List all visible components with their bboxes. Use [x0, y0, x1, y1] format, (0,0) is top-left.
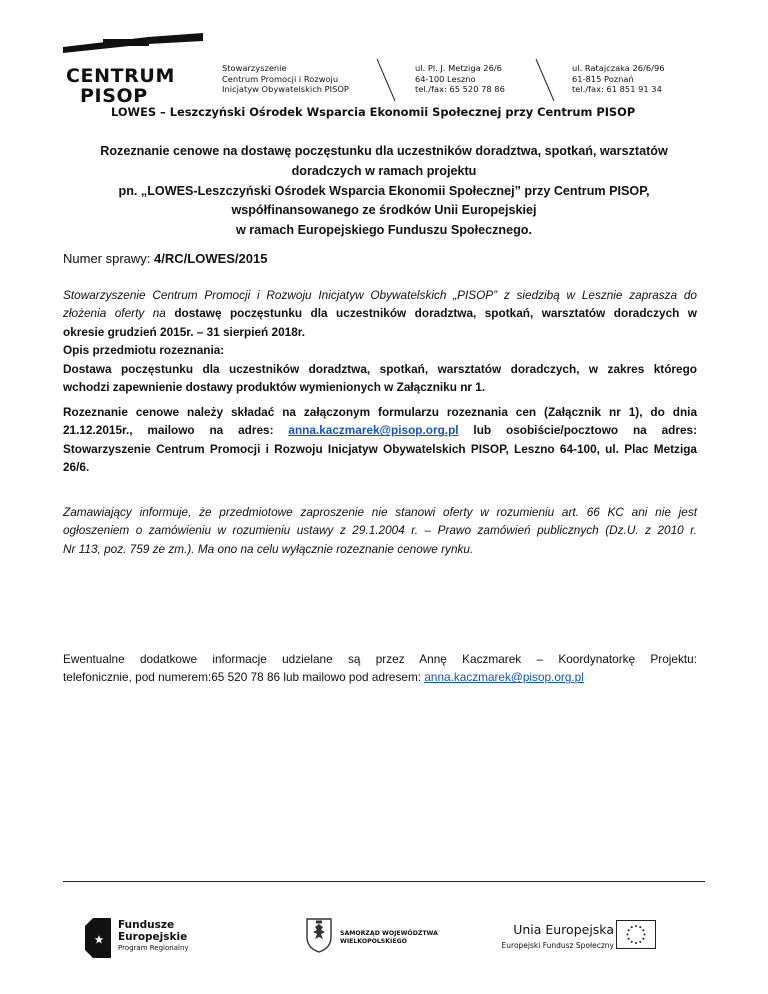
fundusze-europejskie-logo-text: Fundusze Europejskie Program Regionalny — [118, 919, 189, 952]
eu-star-icon — [631, 941, 633, 943]
eu-star-icon — [628, 938, 630, 940]
disclaimer-paragraph: Zamawiający informuje, że przedmiotowe zaproszenie nie stanowi oferty w rozumieniu art. 66 KC ani nie jest ogłoszeniem o zamówieniu w rozumieniu ustawy z 29.1.2004 r. – Prawo zamówień publicznych (Dz.U. z 2010 r. Nr 113, poz. 759 ze zm.). Ma ono na celu wyłącznie rozeznanie cenowe rynku. — [63, 505, 697, 556]
eu-flag-icon — [616, 920, 656, 949]
eu-star-icon — [635, 925, 637, 927]
email-link[interactable]: anna.kaczmarek@pisop.org.pl — [288, 423, 459, 438]
eu-star-icon — [631, 926, 633, 928]
case-number-label: Numer sprawy: — [63, 251, 155, 266]
ue-title: Unia Europejska — [513, 922, 614, 937]
eu-star-icon — [639, 941, 641, 943]
eu-star-icon — [644, 934, 646, 936]
eu-star-icon — [627, 934, 629, 936]
wielkopolska-coat-of-arms-icon — [305, 917, 333, 953]
document-title — [70, 142, 698, 241]
submission-paragraph: Rozeznanie cenowe należy składać na załączonym formularzu rozeznania cen (Załącznik nr 1), do dnia 21.12.2015r., mailowo na adres: anna.kaczmarek@pisop.org.pl lub osobiście/pocztowo na adres: Stowarzyszenie Centrum Promocji i Rozwoju Inicjatyw Obywatelskich PISOP, Leszno 64-100, ul. Plac Metziga 26/6. — [63, 405, 697, 475]
case-number — [63, 251, 267, 266]
header-subtitle: LOWES – Leszczyński Ośrodek Wsparcia Ekonomii Społecznej przy Centrum PISOP — [111, 105, 636, 119]
title-line: pn. „LOWES-Leszczyński Ośrodek Wsparcia Ekonomii Społecznej” przy Centrum PISOP, — [118, 183, 650, 198]
footer-divider — [63, 881, 705, 882]
header-divider — [530, 58, 560, 102]
eu-star-icon — [642, 929, 644, 931]
title-line: w ramach Europejskiego Funduszu Społecznego. — [235, 223, 532, 238]
invitation-paragraph: Stowarzyszenie Centrum Promocji i Rozwoju Inicjatyw Obywatelskich „PISOP” z siedzibą w Lesznie zaprasza do złożenia oferty na dostawę poczęstunku dla uczestników doradztwa, spotkań, warsztatów doradczych w okresie grudzień 2015r. – 31 sierpień 2018r. Opis przedmiotu rozeznania: Dostawa poczęstunku dla uczestników doradztwa, spotkań, warsztatów doradczych, w zakres którego wchodzi zapewnienie dostawy produktów wymienionych w Załączniku nr 1. — [63, 288, 697, 395]
header-address-leszno: ul. Pl. J. Metziga 26/6 64-100 Leszno tel./fax: 65 520 78 86 — [415, 63, 505, 95]
logo-mark — [63, 33, 203, 61]
title-line: współfinansowanego ze środków Unii Europejskiej — [231, 203, 537, 218]
title-line: doradczych w ramach projektu — [291, 163, 477, 178]
eu-star-icon — [642, 938, 644, 940]
logo-text-pisop: PISOP — [80, 85, 148, 107]
case-number-value: 4/RC/LOWES/2015 — [154, 251, 268, 266]
email-link[interactable]: anna.kaczmarek@pisop.org.pl — [424, 670, 584, 685]
header-divider — [371, 58, 401, 102]
header-org-name: Stowarzyszenie Centrum Promocji i Rozwoju Inicjatyw Obywatelskich PISOP — [222, 63, 349, 95]
contact-paragraph: Ewentualne dodatkowe informacje udzielane są przez Annę Kaczmarek – Koordynatorkę Projektu: telefonicznie, pod numerem:65 520 78 86 lub mailowo pod adresem: anna.kaczmarek@pisop.org.pl — [63, 652, 697, 685]
logo-text-centrum: CENTRUM — [66, 65, 175, 87]
fundusze-europejskie-logo-icon — [85, 918, 111, 958]
title-line: Rozeznanie cenowe na dostawę poczęstunku dla uczestników doradztwa, spotkań, warsztatów — [100, 144, 668, 158]
ue-subtitle: Europejski Fundusz Społeczny — [501, 941, 614, 950]
header-address-poznan: ul. Ratajczaka 26/6/96 61-815 Poznań tel./fax: 61 851 91 34 — [572, 63, 665, 95]
samorzad-logo-text: SAMORZĄD WOJEWÓDZTWA WIELKOPOLSKIEGO — [340, 930, 438, 945]
eu-star-icon — [635, 942, 637, 944]
eu-star-icon — [639, 926, 641, 928]
eu-star-icon — [628, 929, 630, 931]
